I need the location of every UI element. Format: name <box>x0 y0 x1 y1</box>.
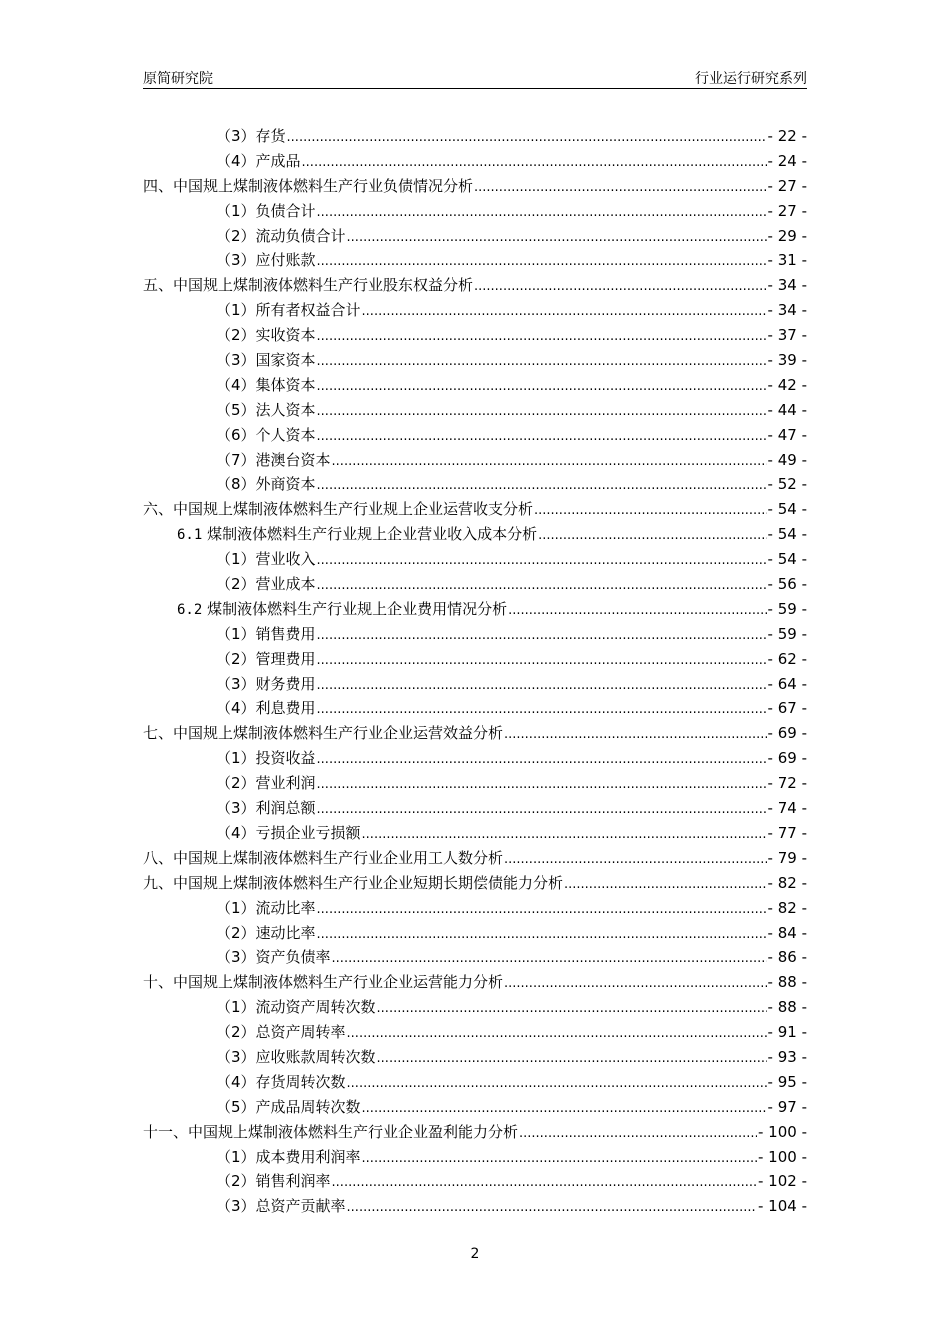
toc-dot-leader <box>534 499 767 522</box>
toc-entry-title: （5）产成品周转次数 <box>216 1097 361 1116</box>
toc-dot-leader <box>519 1122 757 1145</box>
toc-entry-title: 四、中国规上煤制液体燃料生产行业负债情况分析 <box>143 176 474 195</box>
toc-dot-leader <box>317 325 767 348</box>
toc-entry-title: （4）利息费用 <box>216 699 316 718</box>
toc-entry-title: 六、中国规上煤制液体燃料生产行业规上企业运营收支分析 <box>143 500 534 519</box>
toc-entry-title: （4）存货周转次数 <box>216 1072 346 1091</box>
toc-page-number: - 37 - <box>767 326 807 345</box>
toc-entry-title <box>177 597 507 622</box>
toc-entry-title: （2）实收资本 <box>216 326 316 345</box>
toc-entry-title: （1）流动比率 <box>216 898 316 917</box>
toc-dot-leader <box>504 972 767 995</box>
toc-entry[interactable] <box>143 174 807 199</box>
toc-dot-leader <box>362 300 767 323</box>
toc-entry[interactable] <box>143 522 807 547</box>
toc-entry[interactable] <box>143 921 807 946</box>
toc-page-number: - 72 - <box>767 774 807 793</box>
toc-page-number: - 64 - <box>767 674 807 693</box>
toc-dot-leader <box>317 549 767 572</box>
toc-dot-leader <box>564 873 767 896</box>
toc-entry-title: （3）应付账款 <box>216 251 316 270</box>
toc-entry-title: （3）资产负债率 <box>216 948 331 967</box>
toc-page-number: - 59 - <box>767 599 807 618</box>
toc-page-number: - 104 - <box>758 1197 807 1216</box>
header-organization: 原简研究院 <box>143 71 213 87</box>
toc-dot-leader <box>474 275 767 298</box>
toc-page-number: - 39 - <box>767 351 807 370</box>
toc-dot-leader <box>317 674 767 697</box>
toc-dot-leader <box>504 848 767 871</box>
toc-page-number: - 88 - <box>767 973 807 992</box>
toc-entry[interactable] <box>143 970 807 995</box>
toc-entry[interactable] <box>143 199 807 224</box>
toc-dot-leader <box>317 574 767 597</box>
toc-entry[interactable] <box>143 672 807 697</box>
toc-page-number: - 54 - <box>767 500 807 519</box>
toc-entry[interactable] <box>143 448 807 473</box>
toc-entry-title: （2）营业利润 <box>216 774 316 793</box>
toc-entry-title: 五、中国规上煤制液体燃料生产行业股东权益分析 <box>143 276 474 295</box>
toc-page-number: - 74 - <box>767 799 807 818</box>
toc-entry-title: （1）流动资产周转次数 <box>216 998 376 1017</box>
toc-page-number: - 102 - <box>758 1172 807 1191</box>
toc-entry[interactable] <box>143 298 807 323</box>
table-of-contents <box>143 124 807 1219</box>
toc-entry-title: （2）流动负债合计 <box>216 226 346 245</box>
toc-entry[interactable] <box>143 771 807 796</box>
toc-page-number: - 84 - <box>767 923 807 942</box>
toc-dot-leader <box>332 1171 757 1194</box>
toc-dot-leader <box>377 1047 767 1070</box>
toc-entry[interactable] <box>143 721 807 746</box>
toc-entry[interactable] <box>143 821 807 846</box>
toc-page-number: - 82 - <box>767 898 807 917</box>
toc-entry[interactable] <box>143 348 807 373</box>
toc-page-number: - 88 - <box>767 998 807 1017</box>
toc-dot-leader <box>332 450 767 473</box>
toc-entry-title: 十一、中国规上煤制液体燃料生产行业企业盈利能力分析 <box>143 1122 519 1141</box>
page-number: 2 <box>470 1246 480 1262</box>
toc-page-number: - 59 - <box>767 624 807 643</box>
toc-entry[interactable] <box>143 1095 807 1120</box>
toc-section-title: 煤制液体燃料生产行业规上企业费用情况分析 <box>202 599 508 618</box>
toc-dot-leader <box>317 375 767 398</box>
toc-dot-leader <box>538 524 766 547</box>
toc-page-number: - 67 - <box>767 699 807 718</box>
toc-dot-leader <box>347 226 767 249</box>
toc-section-number: 6.1 <box>177 527 203 544</box>
toc-entry-title: 十、中国规上煤制液体燃料生产行业企业运营能力分析 <box>143 973 504 992</box>
toc-page-number: - 44 - <box>767 400 807 419</box>
toc-dot-leader <box>317 400 767 423</box>
toc-dot-leader <box>347 1022 767 1045</box>
toc-entry-title: （2）销售利润率 <box>216 1172 331 1191</box>
toc-entry[interactable] <box>143 871 807 896</box>
toc-entry[interactable] <box>143 746 807 771</box>
toc-entry[interactable] <box>143 1169 807 1194</box>
toc-entry[interactable] <box>143 323 807 348</box>
toc-entry-title: （4）亏损企业亏损额 <box>216 823 361 842</box>
toc-entry-title: （7）港澳台资本 <box>216 450 331 469</box>
toc-dot-leader <box>317 898 767 921</box>
toc-entry-title: （4）集体资本 <box>216 375 316 394</box>
toc-dot-leader <box>362 823 767 846</box>
toc-dot-leader <box>332 947 767 970</box>
running-header <box>143 66 807 89</box>
toc-dot-leader <box>302 151 767 174</box>
toc-dot-leader <box>317 624 767 647</box>
toc-entry-title: 八、中国规上煤制液体燃料生产行业企业用工人数分析 <box>143 848 504 867</box>
toc-entry-title: （3）财务费用 <box>216 674 316 693</box>
toc-page-number: - 31 - <box>767 251 807 270</box>
toc-entry-title <box>177 522 537 547</box>
toc-entry-title: （3）利润总额 <box>216 799 316 818</box>
header-series-title: 行业运行研究系列 <box>695 71 807 87</box>
toc-dot-leader <box>317 350 767 373</box>
toc-section-title: 煤制液体燃料生产行业规上企业营业收入成本分析 <box>202 525 538 544</box>
toc-entry-title: （3）存货 <box>216 127 286 145</box>
toc-entry[interactable] <box>143 896 807 921</box>
toc-page-number: - 95 - <box>767 1072 807 1091</box>
toc-entry[interactable] <box>143 945 807 970</box>
toc-page-number: - 93 - <box>767 1047 807 1066</box>
toc-entry[interactable] <box>143 547 807 572</box>
toc-dot-leader <box>317 773 767 796</box>
toc-entry-title: （1）负债合计 <box>216 201 316 220</box>
toc-page-number: - 47 - <box>767 425 807 444</box>
toc-page-number: - 29 - <box>767 226 807 245</box>
toc-page-number: - 100 - <box>758 1122 807 1141</box>
toc-page-number: - 22 - <box>767 127 807 145</box>
toc-entry-title: （2）速动比率 <box>216 923 316 942</box>
toc-entry-title: （5）法人资本 <box>216 400 316 419</box>
toc-entry-title: （4）产成品 <box>216 151 301 170</box>
toc-entry[interactable] <box>143 1045 807 1070</box>
toc-page-number: - 62 - <box>767 649 807 668</box>
toc-entry[interactable] <box>143 696 807 721</box>
toc-page-number: - 34 - <box>767 276 807 295</box>
toc-page-number: - 54 - <box>767 550 807 569</box>
toc-page-number: - 82 - <box>767 873 807 892</box>
toc-page-number: - 86 - <box>767 948 807 967</box>
toc-dot-leader <box>317 923 767 946</box>
toc-entry-title: （3）国家资本 <box>216 351 316 370</box>
toc-entry-title: 九、中国规上煤制液体燃料生产行业企业短期长期偿债能力分析 <box>143 873 564 892</box>
toc-page-number: - 27 - <box>767 176 807 195</box>
toc-entry[interactable] <box>143 796 807 821</box>
toc-page-number: - 56 - <box>767 575 807 594</box>
toc-entry[interactable] <box>143 423 807 448</box>
toc-entry[interactable] <box>143 124 807 149</box>
toc-page-number: - 27 - <box>767 201 807 220</box>
toc-entry[interactable] <box>143 1070 807 1095</box>
toc-dot-leader <box>474 176 767 199</box>
toc-entry[interactable] <box>143 224 807 249</box>
toc-entry[interactable] <box>143 1194 807 1219</box>
toc-dot-leader <box>317 250 767 273</box>
toc-page-number: - 79 - <box>767 848 807 867</box>
toc-entry-title: （6）个人资本 <box>216 425 316 444</box>
toc-entry[interactable] <box>143 622 807 647</box>
toc-entry[interactable] <box>143 1020 807 1045</box>
toc-dot-leader <box>317 698 767 721</box>
toc-entry[interactable] <box>143 497 807 522</box>
toc-dot-leader <box>347 1072 767 1095</box>
toc-entry[interactable] <box>143 398 807 423</box>
toc-entry[interactable] <box>143 1145 807 1170</box>
toc-entry[interactable] <box>143 149 807 174</box>
toc-dot-leader <box>508 599 766 622</box>
toc-dot-leader <box>317 649 767 672</box>
toc-dot-leader <box>317 425 767 448</box>
toc-entry[interactable] <box>143 273 807 298</box>
toc-dot-leader <box>347 1196 757 1219</box>
toc-dot-leader <box>317 798 767 821</box>
toc-entry-title: （1）营业收入 <box>216 550 316 569</box>
toc-dot-leader <box>362 1147 757 1170</box>
toc-dot-leader <box>377 997 767 1020</box>
toc-entry[interactable] <box>143 1120 807 1145</box>
toc-dot-leader <box>504 723 767 746</box>
toc-section-number: 6.2 <box>177 601 203 618</box>
toc-page-number: - 34 - <box>767 301 807 320</box>
toc-entry[interactable] <box>143 248 807 273</box>
toc-entry[interactable] <box>143 572 807 597</box>
toc-page-number: - 49 - <box>767 450 807 469</box>
toc-entry[interactable] <box>143 597 807 622</box>
toc-page-number: - 97 - <box>767 1097 807 1116</box>
toc-dot-leader <box>287 126 767 149</box>
toc-page-number: - 69 - <box>767 724 807 743</box>
toc-page-number: - 69 - <box>767 749 807 768</box>
toc-page-number: - 77 - <box>767 823 807 842</box>
toc-entry-title: 七、中国规上煤制液体燃料生产行业企业运营效益分析 <box>143 724 504 743</box>
toc-page-number: - 24 - <box>767 151 807 170</box>
toc-entry-title: （1）成本费用利润率 <box>216 1147 361 1166</box>
toc-entry-title: （1）投资收益 <box>216 749 316 768</box>
toc-entry[interactable] <box>143 846 807 871</box>
toc-entry[interactable] <box>143 472 807 497</box>
toc-entry[interactable] <box>143 995 807 1020</box>
toc-page-number: - 42 - <box>767 375 807 394</box>
toc-dot-leader <box>362 1097 767 1120</box>
toc-entry-title: （3）总资产贡献率 <box>216 1197 346 1216</box>
toc-dot-leader <box>317 474 767 497</box>
toc-entry[interactable] <box>143 647 807 672</box>
toc-entry-title: （8）外商资本 <box>216 475 316 494</box>
toc-entry-title: （1）销售费用 <box>216 624 316 643</box>
toc-entry-title: （2）总资产周转率 <box>216 1023 346 1042</box>
toc-entry-title: （2）营业成本 <box>216 575 316 594</box>
toc-page-number: - 100 - <box>758 1147 807 1166</box>
toc-entry-title: （2）管理费用 <box>216 649 316 668</box>
toc-page-number: - 52 - <box>767 475 807 494</box>
toc-dot-leader <box>317 201 767 224</box>
toc-entry-title: （1）所有者权益合计 <box>216 301 361 320</box>
toc-page-number: - 54 - <box>767 525 807 544</box>
toc-page-number: - 91 - <box>767 1023 807 1042</box>
toc-dot-leader <box>317 748 767 771</box>
toc-entry-title: （3）应收账款周转次数 <box>216 1047 376 1066</box>
toc-entry[interactable] <box>143 373 807 398</box>
